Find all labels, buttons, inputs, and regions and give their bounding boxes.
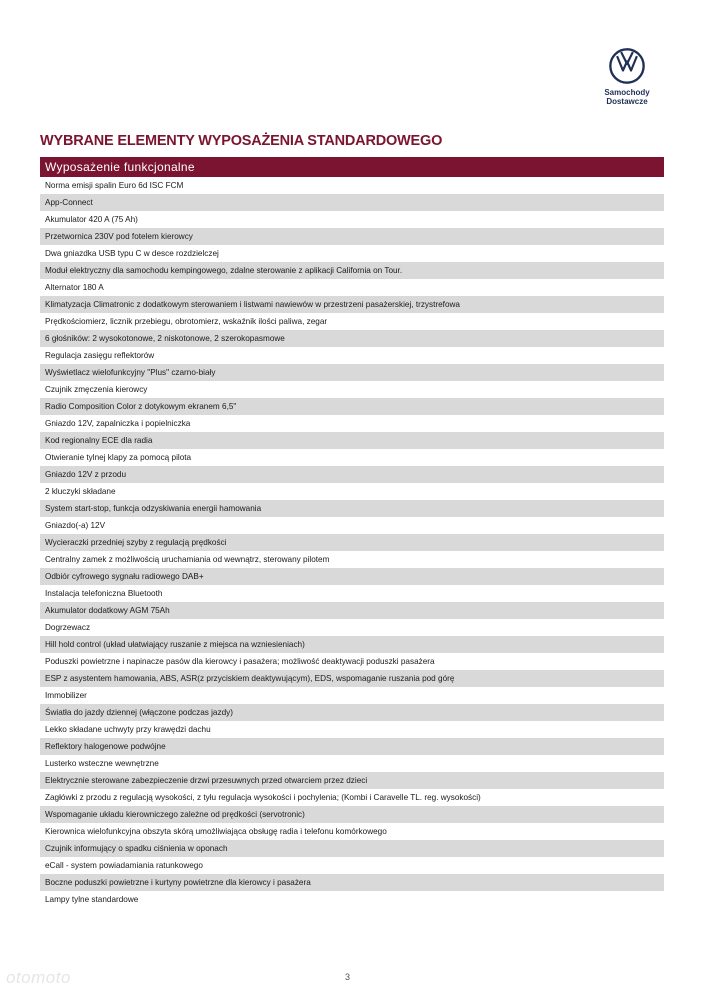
- list-item: 6 głośników: 2 wysokotonowe, 2 niskotonowe, 2 szerokopasmowe: [40, 330, 664, 347]
- vw-emblem-icon: [609, 48, 645, 84]
- list-item: Gniazdo 12V, zapalniczka i popielniczka: [40, 415, 664, 432]
- list-item: Wspomaganie układu kierowniczego zależne od prędkości (servotronic): [40, 806, 664, 823]
- list-item: Lusterko wsteczne wewnętrzne: [40, 755, 664, 772]
- list-item: eCall - system powiadamiania ratunkowego: [40, 857, 664, 874]
- list-item: Centralny zamek z możliwością uruchamiania od wewnątrz, sterowany pilotem: [40, 551, 664, 568]
- list-item: Dogrzewacz: [40, 619, 664, 636]
- list-item: Hill hold control (układ ułatwiający ruszanie z miejsca na wzniesieniach): [40, 636, 664, 653]
- list-item: Kierownica wielofunkcyjna obszyta skórą umożliwiająca obsługę radia i telefonu komórkowego: [40, 823, 664, 840]
- list-item: Alternator 180 A: [40, 279, 664, 296]
- page-title: WYBRANE ELEMENTY WYPOSAŻENIA STANDARDOWEGO: [40, 133, 443, 149]
- list-item: Gniazdo(-a) 12V: [40, 517, 664, 534]
- list-item: Dwa gniazdka USB typu C w desce rozdzielczej: [40, 245, 664, 262]
- list-item: Klimatyzacja Climatronic z dodatkowym sterowaniem i listwami nawiewów w przestrzeni pasażerskiej, trzystrefowa: [40, 296, 664, 313]
- equipment-list: [40, 177, 664, 908]
- logo-line-2: Dostawcze: [606, 97, 648, 106]
- section-header: Wyposażenie funkcjonalne: [40, 157, 664, 177]
- list-item: Kod regionalny ECE dla radia: [40, 432, 664, 449]
- list-item: Norma emisji spalin Euro 6d ISC FCM: [40, 177, 664, 194]
- list-item: Wyświetlacz wielofunkcyjny "Plus" czarno-biały: [40, 364, 664, 381]
- list-item: Lekko składane uchwyty przy krawędzi dachu: [40, 721, 664, 738]
- list-item: Czujnik informujący o spadku ciśnienia w oponach: [40, 840, 664, 857]
- list-item: Prędkościomierz, licznik przebiegu, obrotomierz, wskaźnik ilości paliwa, zegar: [40, 313, 664, 330]
- list-item: Moduł elektryczny dla samochodu kempingowego, zdalne sterowanie z aplikacji California on Tour.: [40, 262, 664, 279]
- list-item: Akumulator 420 A (75 Ah): [40, 211, 664, 228]
- list-item: Światła do jazdy dziennej (włączone podczas jazdy): [40, 704, 664, 721]
- list-item: Poduszki powietrzne i napinacze pasów dla kierowcy i pasażera; możliwość deaktywacji poduszki pasażera: [40, 653, 664, 670]
- list-item: Lampy tylne standardowe: [40, 891, 664, 908]
- list-item: Odbiór cyfrowego sygnału radiowego DAB+: [40, 568, 664, 585]
- watermark: otomoto: [6, 968, 71, 987]
- list-item: Czujnik zmęczenia kierowcy: [40, 381, 664, 398]
- list-item: ESP z asystentem hamowania, ABS, ASR(z przyciskiem deaktywującym), EDS, wspomaganie ruszania pod górę: [40, 670, 664, 687]
- list-item: Immobilizer: [40, 687, 664, 704]
- list-item: Elektrycznie sterowane zabezpieczenie drzwi przesuwnych przed otwarciem przez dzieci: [40, 772, 664, 789]
- list-item: Reflektory halogenowe podwójne: [40, 738, 664, 755]
- list-item: Zagłówki z przodu z regulacją wysokości, z tyłu regulacja wysokości i pochylenia; (Kombi i Caravelle TL. reg. wysokości): [40, 789, 664, 806]
- list-item: System start-stop, funkcja odzyskiwania energii hamowania: [40, 500, 664, 517]
- list-item: Gniazdo 12V z przodu: [40, 466, 664, 483]
- list-item: 2 kluczyki składane: [40, 483, 664, 500]
- list-item: Radio Composition Color z dotykowym ekranem 6,5": [40, 398, 664, 415]
- list-item: Akumulator dodatkowy AGM 75Ah: [40, 602, 664, 619]
- list-item: Otwieranie tylnej klapy za pomocą pilota: [40, 449, 664, 466]
- list-item: Przetwornica 230V pod fotelem kierowcy: [40, 228, 664, 245]
- logo-line-1: Samochody: [604, 88, 650, 97]
- list-item: App-Connect: [40, 194, 664, 211]
- page-number: 3: [345, 972, 351, 982]
- list-item: Wycieraczki przedniej szyby z regulacją prędkości: [40, 534, 664, 551]
- list-item: Regulacja zasięgu reflektorów: [40, 347, 664, 364]
- list-item: Instalacja telefoniczna Bluetooth: [40, 585, 664, 602]
- vw-logo: [600, 48, 654, 106]
- list-item: Boczne poduszki powietrzne i kurtyny powietrzne dla kierowcy i pasażera: [40, 874, 664, 891]
